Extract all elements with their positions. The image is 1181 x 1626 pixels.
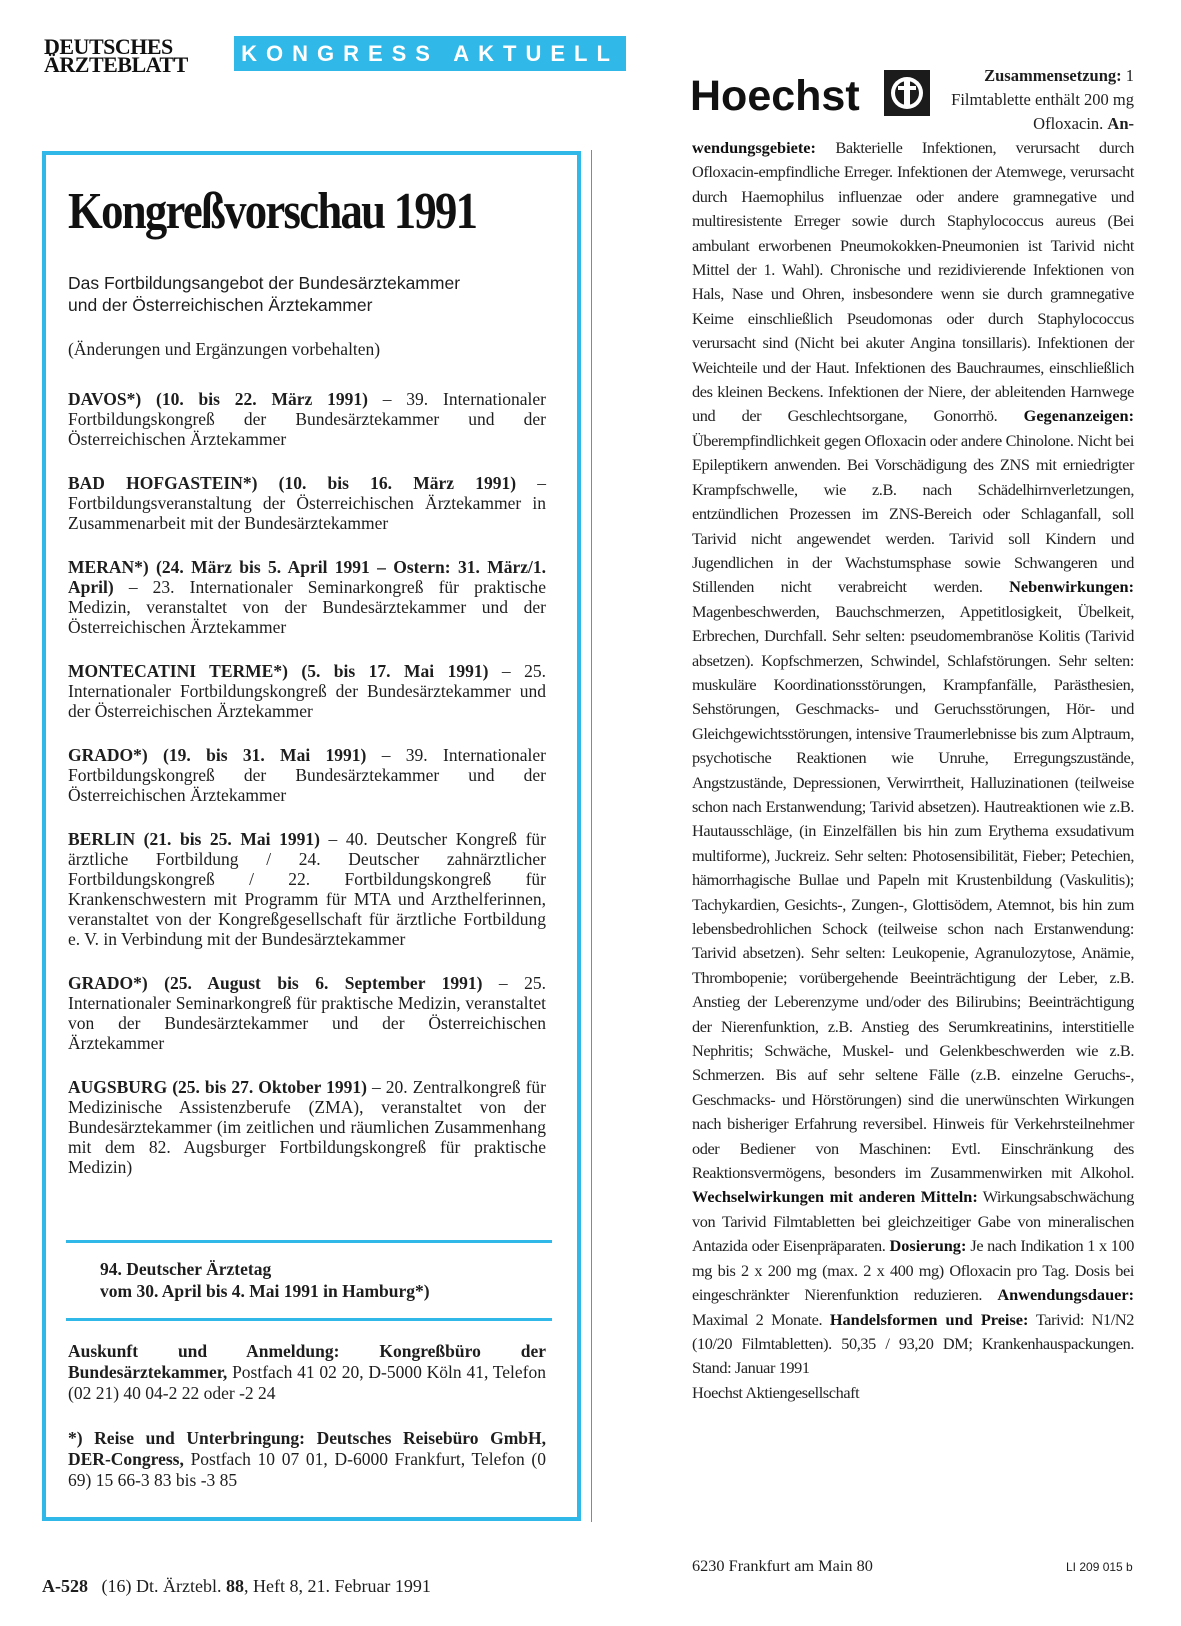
event-head: BAD HOFGASTEIN*) (10. bis 16. März 1991)	[68, 473, 517, 493]
company-address: 6230 Frankfurt am Main 80	[692, 1556, 873, 1575]
block-label: Nebenwirkungen:	[1009, 577, 1134, 597]
product-info-text	[692, 136, 1134, 1405]
subtitle-line-2: und der Österreichischen Ärztekammer	[68, 295, 373, 315]
page-title: Kongreßvorschau 1991	[68, 183, 477, 240]
event-head: GRADO*) (25. August bis 6. September 1991)	[68, 973, 483, 993]
event-head: MONTECATINI TERME*) (5. bis 17. Mai 1991)	[68, 661, 489, 681]
divider-top	[66, 1240, 552, 1243]
section-banner: KONGRESS AKTUELL	[234, 36, 626, 71]
event-body: – Fortbildungsveranstaltung der Österreichischen Ärztekammer in Zusammenarbeit mit der Bundesärztekammer	[68, 473, 546, 533]
event-montecatini	[68, 661, 546, 721]
event-head: MERAN*) (24. März bis 5. April 1991 – Ostern: 31. März/1. April)	[68, 557, 546, 597]
event-body: – 23. Internationaler Seminarkongreß für praktische Medizin, veranstaltet von der Bundesärztekammer und der Österreichischen Ärztekammer	[68, 577, 546, 637]
block-text: Je nach Indikation 1 x 100 mg bis 2 x 200 mg (max. 2 x 400 mg) Ofloxacin pro Tag. Dosis bei eingeschränkter Nierenfunktion reduzieren.	[692, 1236, 1134, 1305]
travel-body: Postfach 10 07 01, D-6000 Frankfurt, Telefon (0 69) 15 66-3 83 bis -3 85	[68, 1449, 546, 1490]
event-head: BERLIN (21. bis 25. Mai 1991)	[68, 829, 320, 849]
block-text: Wirkungsabschwächung von Tarivid Filmtabletten bei gleichzeitiger Gabe von mineralischen Antazida oder Eisenpräparaten.	[692, 1187, 1134, 1256]
event-augsburg	[68, 1077, 546, 1177]
contact-head: Auskunft und Anmeldung: Kongreßbüro der Bundesärztekammer,	[68, 1341, 546, 1382]
block-text: Magenbeschwerden, Bauchschmerzen, Appetitlosigkeit, Übelkeit, Erbrechen, Durchfall. Sehr selten: pseudomembranöse Kolitis (Tarivid absetzen). Kopfschmerzen, Schwindel, Schlafstörungen. Sehr selten: muskuläre Koordinationsstörungen, Krampfanfälle, Parästhesien, Sehstörungen, Geschmacks- und Geruchsstörungen, Hör- und Gleichgewichtsstörungen, intensive Traumerlebnisse bis zum Alptraum, psychotische Reaktionen wie Unruhe, Erregungszustände, Angstzustände, Depressionen, Verwirrtheit, Halluzinationen (teilweise schon nach Erstanwendung; Tarivid absetzen). Hautreaktionen wie z.B. Hautausschläge, (in Einzelfällen bis hin zum Erythema exsudativum multiforme), Juckreiz. Sehr selten: Photosensibilität, Fieber; Petechien, hämorrhagische Bullae und Papeln mit Krustenbildung (Vaskulitis); Tachykardien, Gesichts-, Zungen-, Glottisödem, Atemnot, bis hin zum lebensbedrohlichen Schock (teilweise schon nach Erstanwendung: Tarivid absetzen). Sehr selten: Leukopenie, Agranulozytose, Anämie, Thrombopenie; vorübergehende Beeinträchtigung der Leber, z.B. Anstieg der Leberenzyme und/oder des Bilirubins; Beeinträchtigung der Nierenfunktion, z.B. Anstieg des Serumkreatinins, interstitielle Nephritis; Schwäche, Muskel- und Gelenkbeschwerden wie z.B. Schmerzen. Bis auf sehr seltene Fälle (z.B. einzelne Geruchs-, Geschmacks- und Hörstörungen) sind die unerwünschten Wirkungen nach bisheriger Erfahrung reversibel. Hinweis für Verkehrsteilnehmer oder Bediener von Maschinen: Evtl. Einschränkung des Reaktionsvermögens, besonders im Zusammenwirken mit Alkohol.	[692, 601, 1134, 1183]
block-label: Dosierung:	[889, 1236, 967, 1256]
contact-body: Postfach 41 02 20, D-5000 Köln 41, Telefon (02 21) 40 04-2 22 oder -2 24	[68, 1362, 546, 1403]
block-label: wendungsgebiete:	[692, 138, 816, 157]
event-head: GRADO*) (19. bis 31. Mai 1991)	[68, 745, 367, 765]
block-label: Handelsformen und Preise:	[829, 1309, 1029, 1329]
block-text: Bakterielle Infektionen, verursacht durch Ofloxacin-empfindliche Erreger. Infektionen der Atemwege, verursacht durch Haemophilus influenzae oder andere gramnegative und multiresistente Erreger sowie durch Staphylococcus aureus (Bei ambulant erworbenen Pneumokokken-Pneumonien ist Tarivid nicht Mittel der 1. Wahl). Chronische und rezidivierende Infektionen von Hals, Nase und Ohren, insbesondere wenn sie durch gramnegative Keime einschließlich Pseudomonas oder durch Staphylococcus verursacht sind (Nicht bei akuter Angina tonsillaris). Infektionen der Weichteile und der Haut. Infektionen des Bauchraumes, einschließlich des kleinen Beckens. Infektionen der Niere, der ableitenden Harnwege und der Geschlechtsorgane, Gonorrhö.	[692, 138, 1134, 426]
logo-line-2: ÄRZTEBLATT	[44, 52, 188, 77]
logo-line-1: DEUTSCHES	[44, 34, 173, 59]
block-text: Maximal 2 Monate.	[692, 1309, 830, 1329]
composition-text: 1 Filmtablette enthält 200 mg Ofloxacin.	[951, 66, 1134, 133]
event-grado-mai	[68, 745, 546, 805]
divider-bottom	[66, 1318, 552, 1321]
event-head: AUGSBURG (25. bis 27. Oktober 1991)	[68, 1077, 367, 1097]
contact-info	[68, 1341, 546, 1404]
aerztetag-line-2: vom 30. April bis 4. Mai 1991 in Hamburg*)	[100, 1281, 430, 1301]
company-name: Hoechst Aktiengesellschaft	[692, 1382, 860, 1402]
event-body: – 39. Internationaler Fortbildungskongreß der Bundesärztekammer und der Österreichischen Ärztekammer	[68, 389, 546, 449]
citation-post: , Heft 8, 21. Februar 1991	[243, 1576, 431, 1596]
indications-label-start: An-	[1107, 114, 1134, 133]
event-head: DAVOS*) (10. bis 22. März 1991)	[68, 389, 368, 409]
page-number: A-528	[42, 1576, 88, 1596]
composition-label: Zusammensetzung:	[984, 66, 1122, 85]
block-text: Überempfindlichkeit gegen Ofloxacin oder andere Chinolone. Nicht bei Epileptikern anwenden. Bei Vorschädigung des ZNS mit erniedrigter Krampfschwelle, wie z.B. nach Schädelhirnverletzungen, entzündlichen Prozessen im ZNS-Bereich oder Schlaganfall, soll Tarivid nicht angewendet werden. Tarivid soll Kindern und Jugendlichen in der Wachstumsphase sowie Schwangeren und Stillenden nicht verabreicht werden.	[692, 430, 1134, 597]
block-label: Anwendungsdauer:	[997, 1285, 1134, 1305]
block-label: Wechselwirkungen mit anderen Mitteln:	[692, 1187, 978, 1207]
column-divider	[591, 150, 592, 1522]
hoechst-tower-logo-icon	[884, 70, 930, 116]
change-note: (Änderungen und Ergänzungen vorbehalten)	[68, 339, 381, 359]
event-body: – 25. Internationaler Seminarkongreß für praktische Medizin, veranstaltet von der Bundesärztekammer und der Österreichischen Ärztekammer	[68, 973, 546, 1053]
event-davos	[68, 389, 546, 449]
event-grado-september	[68, 973, 546, 1053]
travel-head: *) Reise und Unterbringung: Deutsches Reisebüro GmbH, DER-Congress,	[68, 1428, 546, 1469]
subtitle-line-1: Das Fortbildungsangebot der Bundesärztekammer	[68, 273, 461, 293]
aerztetag-line-1: 94. Deutscher Ärztetag	[100, 1259, 272, 1279]
event-bad-hofgastein	[68, 473, 546, 533]
citation-pre: (16) Dt. Ärztebl.	[101, 1576, 226, 1596]
travel-info	[68, 1428, 546, 1491]
block-label: Gegenanzeigen:	[1023, 406, 1134, 426]
event-body: – 39. Internationaler Fortbildungskongreß der Bundesärztekammer und der Österreichischen Ärztekammer	[68, 745, 546, 805]
event-meran	[68, 557, 546, 637]
composition	[950, 64, 1134, 136]
aerztetag-notice	[100, 1258, 430, 1302]
hoechst-brand: Hoechst	[690, 72, 860, 120]
event-body: – 40. Deutscher Kongreß für ärztliche Fortbildung / 24. Deutscher zahnärztlicher Fortbildungskongreß / 22. Fortbildungskongreß für Krankenschwestern mit Programm für MTA und Arzthelferinnen, veranstaltet von der Kongreßgesellschaft für ärztliche Fortbildung e. V. in Verbindung mit der Bundesärztekammer	[68, 829, 547, 949]
citation-volume: 88	[225, 1576, 244, 1596]
journal-logo	[44, 34, 216, 77]
event-list	[68, 389, 546, 1201]
block-text: Tarivid: N1/N2 (10/20 Filmtabletten). 50,35 / 93,20 DM; Krankenhauspackungen. Stand: Januar 1991	[692, 1309, 1134, 1378]
event-body: – 25. Internationaler Fortbildungskongreß der Bundesärztekammer und der Österreichischen Ärztekammer	[68, 661, 546, 721]
event-berlin	[68, 829, 546, 949]
subtitle	[68, 272, 568, 316]
event-body: – 20. Zentralkongreß für Medizinische Assistenzberufe (ZMA), veranstaltet von der Bundesärztekammer (im zeitlichen und räumlichen Zusammenhang mit dem 82. Augsburger Fortbildungskongreß für praktische Medizin)	[68, 1077, 546, 1177]
page-footer	[42, 1576, 431, 1597]
ad-code: LI 209 015 b	[1066, 1560, 1133, 1574]
